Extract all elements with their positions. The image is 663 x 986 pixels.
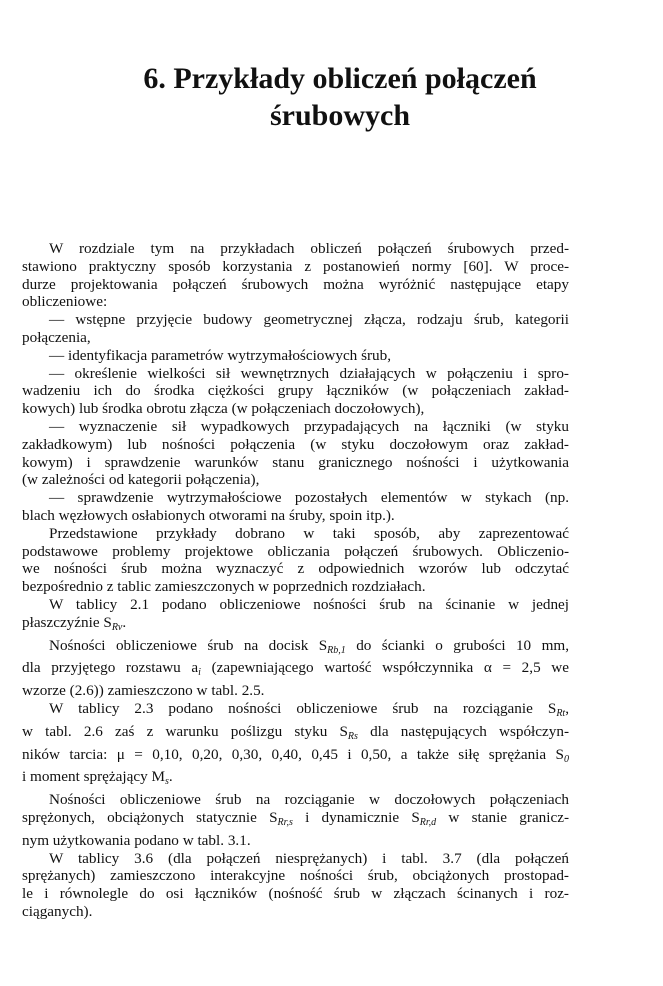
- subscript: s: [164, 776, 169, 788]
- text-line: [22, 746, 569, 769]
- subscript: Rr,s: [277, 816, 293, 828]
- text-run: .: [122, 613, 127, 631]
- text-line: [22, 768, 569, 791]
- text-line: wzorze (2.6)) zamieszczono w tabl. 2.5.: [22, 682, 265, 700]
- text-line: obliczeniowe:: [22, 293, 108, 311]
- text-run: dla następujących współczyn-: [357, 722, 569, 740]
- text-run: ,: [565, 699, 569, 717]
- text-run: dla przyjętego rozstawu a: [22, 659, 199, 677]
- list-item-line: kowych) lub środka obrotu złącza (w połączeniach doczołowych),: [22, 400, 425, 418]
- text-line: le i równolegle do osi łączników (nośność śrub w złączach ścinanych i roz-: [22, 885, 569, 903]
- subscript: Rb,1: [327, 644, 346, 656]
- text-run: w stanie granicz-: [436, 808, 569, 826]
- text-line: [22, 614, 569, 637]
- list-item-line: wadzeniu ich do środka ciężkości grupy łączników (w połączeniach zakład-: [22, 382, 569, 400]
- text-line: [22, 700, 569, 723]
- text-line: [22, 809, 569, 832]
- chapter-title: [60, 60, 620, 134]
- text-line: ciąganych).: [22, 902, 93, 920]
- body-text: [22, 240, 569, 921]
- subscript: Rv: [111, 621, 123, 633]
- text-run: i dynamicznie S: [292, 808, 420, 826]
- text-run: .: [168, 768, 173, 786]
- subscript: 0: [564, 753, 569, 765]
- list-item-line: — sprawdzenie wytrzymałościowe pozostałych elementów w stykach (np.: [49, 489, 569, 507]
- text-line: [22, 723, 569, 746]
- text-line: podstawowe problemy projektowe obliczania połączeń śrubowych. Obliczenio-: [22, 542, 569, 560]
- list-item-line: — identyfikacja parametrów wytrzymałościowych śrub,: [49, 346, 392, 364]
- list-item-line: — wyznaczenie sił wypadkowych przypadających na łączniki (w styku: [49, 417, 569, 435]
- text-run: do ścianki o grubości 10 mm,: [345, 636, 569, 654]
- text-line: W tablicy 2.1 podano obliczeniowe nośności śrub na ścinanie w jednej: [49, 595, 569, 613]
- chapter-title-line-2: śrubowych: [269, 99, 411, 132]
- subscript: Rt: [556, 707, 566, 719]
- text-run: w tabl. 2.6 zaś z warunku poślizgu styku S: [22, 722, 348, 740]
- list-item-line: połączenia,: [22, 328, 91, 346]
- text-line: W tablicy 3.6 (dla połączeń niesprężanych) i tabl. 3.7 (dla połączeń: [49, 849, 569, 867]
- text-line: [22, 637, 569, 660]
- subscript: i: [198, 667, 201, 679]
- text-line: stawiono praktyczny sposób korzystania z postanowień normy [60]. W proce-: [22, 257, 569, 275]
- list-item-line: — określenie wielkości sił wewnętrznych działających w połączeniu i spro-: [49, 364, 569, 382]
- text-run: Nośności obliczeniowe śrub na docisk S: [49, 636, 328, 654]
- text-run: (zapewniającego wartość współczynnika α = 2,5 we: [200, 659, 570, 677]
- text-line: we nośności śrub można wyznaczyć z odpowiednich wzorów lub odczytać: [22, 560, 569, 578]
- text-run: ników tarcia: μ = 0,10, 0,20, 0,30, 0,40, 0,45 i 0,50, a także siłę sprężania S: [22, 745, 564, 763]
- text-line: durze projektowania połączeń śrubowych można wyróżnić następujące etapy: [22, 275, 569, 293]
- text-line: [22, 659, 569, 682]
- text-line: Przedstawione przykłady dobrano w taki sposób, aby zaprezentować: [49, 524, 569, 542]
- list-item-line: (w zależności od kategorii połączenia),: [22, 471, 260, 489]
- text-run: sprężonych, obciążonych statycznie S: [22, 808, 278, 826]
- list-item-line: zakładkowym) lub nośności połączenia (w styku doczołowym oraz zakład-: [22, 435, 569, 453]
- text-run: i moment sprężający M: [22, 768, 165, 786]
- list-item-line: kowym) i sprawdzenie warunków stanu granicznego nośności i użytkowania: [22, 453, 569, 471]
- chapter-title-line-1: 6. Przykłady obliczeń połączeń: [143, 62, 537, 95]
- list-item-line: blach węzłowych osłabionych otworami na śruby, spoin itp.).: [22, 506, 395, 524]
- text-run: płaszczyźnie S: [22, 613, 112, 631]
- text-run: W tablicy 2.3 podano nośności obliczeniowe śrub na rozciąganie S: [49, 699, 557, 717]
- subscript: Rr,d: [419, 816, 437, 828]
- text-line: sprężanych) zamieszczono interakcyjne nośności śrub, obciążonych prostopad-: [22, 867, 569, 885]
- subscript: Rs: [347, 730, 358, 742]
- list-item-line: — wstępne przyjęcie budowy geometrycznej złącza, rodzaju śrub, kategorii: [49, 311, 569, 329]
- text-line: nym użytkowania podano w tabl. 3.1.: [22, 831, 251, 849]
- text-line: Nośności obliczeniowe śrub na rozciąganie w doczołowych połączeniach: [49, 791, 569, 809]
- text-line: bezpośrednio z tablic zamieszczonych w poprzednich rozdziałach.: [22, 578, 426, 596]
- text-line: W rozdziale tym na przykładach obliczeń połączeń śrubowych przed-: [49, 240, 569, 257]
